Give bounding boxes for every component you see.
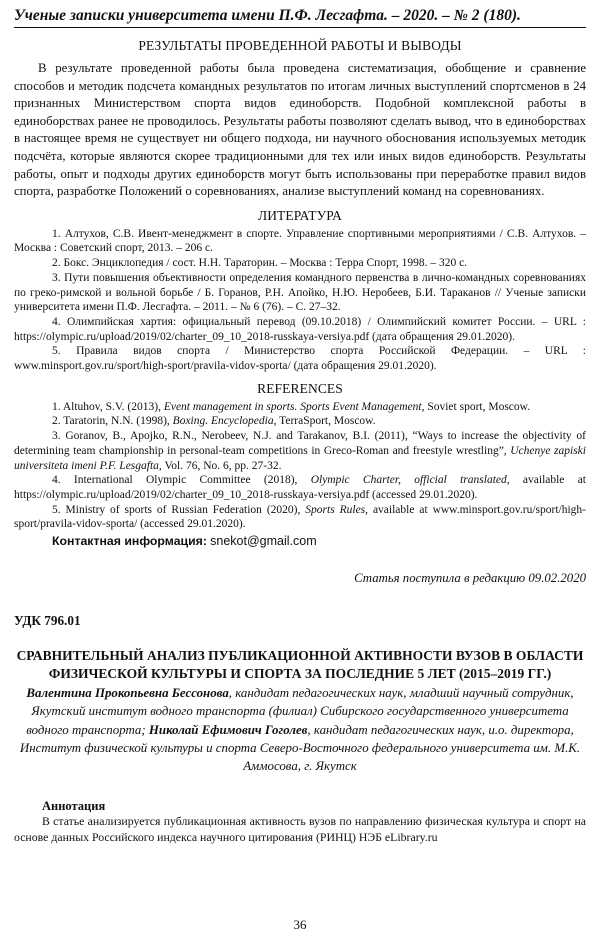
author-affiliation: , кандидат педагогических наук, и.о. директора, Институт физической культуры и спорта Северо-Восточного федерального университета им. М.К. Аммосова, г. Якутск — [19, 722, 581, 773]
annotation-text: В статье анализируется публикационная активность вузов по направлению физическая культура и спорт на основе данных Российского индекса научного цитирования (РИНЦ) НЭБ eLibrary.ru — [14, 814, 586, 844]
reference-item: 4. International Olympic Committee (2018), Olympic Charter, official translated, available at https://olympic.ru/upload/2019/02/charter_09_10_2018-russkaya-versiya.pdf (accessed 29.01.2020). — [14, 474, 586, 501]
literature-item: 4. Олимпийская хартия: официальный перевод (09.10.2018) / Олимпийский комитет России. – URL : https://olympic.ru/upload/2019/02/charter_09_10_2018-russkaya-versiya.pdf (дата обращения 29.01.2020). — [14, 315, 586, 343]
page-number: 36 — [293, 917, 307, 932]
references-heading: REFERENCES — [257, 380, 343, 396]
received-date: Статья поступила в редакцию 09.02.2020 — [354, 571, 586, 586]
authors-block — [14, 684, 586, 775]
literature-item: 2. Бокс. Энциклопедия / сост. Н.Н. Тараторин. – Москва : Терра Спорт, 1998. – 320 с. — [52, 257, 468, 270]
running-header: Ученые записки университета имени П.Ф. Лесгафта. – 2020. – № 2 (180). — [14, 7, 521, 24]
literature-item: 1. Алтухов, С.В. Ивент-менеджмент в спорте. Управление спортивными мероприятиями / С.В. Алтухов. – Москва : Советский спорт, 2013. – 206 с. — [14, 227, 586, 255]
reference-item: 1. Altuhov, S.V. (2013), Event management in sports. Sports Event Management, Soviet sport, Moscow. — [52, 400, 531, 413]
article-title: СРАВНИТЕЛЬНЫЙ АНАЛИЗ ПУБЛИКАЦИОННОЙ АКТИВНОСТИ ВУЗОВ В ОБЛАСТИ ФИЗИЧЕСКОЙ КУЛЬТУРЫ И СПОРТА ЗА ПОСЛЕДНИЕ 5 ЛЕТ (2015–2019 ГГ.) — [16, 648, 584, 681]
contact-label: Контактная информация: — [52, 534, 207, 549]
literature-heading: ЛИТЕРАТУРА — [257, 207, 343, 223]
results-heading: РЕЗУЛЬТАТЫ ПРОВЕДЕННОЙ РАБОТЫ И ВЫВОДЫ — [138, 38, 462, 53]
reference-item: 2. Taratorin, N.N. (1998), Boxing. Encyclopedia, TerraSport, Moscow. — [52, 415, 376, 428]
author-name: Николай Ефимович Гоголев — [148, 722, 308, 737]
reference-item: 3. Goranov, B., Apojko, R.N., Nerobeev, N.J. and Tarakanov, B.I. (2011), “Ways to increase the objectivity of determining team championship in personal-team competitions in Greco-Roman and freestyle wrestling”, Uchenye zapiski universiteta imeni P.F. Lesgafta, Vol. 76, No. 6, pp. 27-32. — [14, 430, 586, 472]
literature-list — [14, 227, 586, 374]
journal-page — [14, 6, 586, 943]
contact-email[interactable]: snekot@gmail.com — [210, 534, 317, 549]
literature-item: 3. Пути повышения объективности определения командного первенства в лично-командных соревнованиях по греко-римской и вольной борьбе / Б. Горанов, Р.Н. Апойко, Н.Ю. Неробеев, Б.И. Тараканов // Ученые записки университета имени П.Ф. Лесгафта. – 2011. – № 6 (76). – С. 27–32. — [14, 271, 586, 314]
results-paragraph: В результате проведенной работы была проведена систематизация, обобщение и сравнение способов и методик подсчета командных результатов по итогам личных выступлений спортсменов в 24 признанных Министерством спорта видов единоборств. Подобной комплексной работы в единоборствах ранее не проводилось. Результаты работы позволяют сделать вывод, что в единоборствах в настоящее время не существует ни общего подхода, ни научного обоснования используемых методик подсчёта, которые являются скорее традиционными для тех или иных видов единоборств. Результаты работы, опыт и подходы других единоборств могут быть использованы при переработке правил видов спорта, разработке Положений о соревнованиях, анализе выступлений команд на соревнованиях. — [14, 61, 586, 199]
reference-item: 5. Ministry of sports of Russian Federation (2020), Sports Rules, available at www.minsport.gov.ru/sport/high-sport/pravila-vidov-sporta/ (accessed 29.01.2020). — [14, 503, 586, 531]
references-list — [14, 400, 586, 532]
author-affiliation: , кандидат педагогических наук, младший научный сотрудник, Якутский институт водного транспорта (филиал) Сибирского государственного университета водного транспорта; — [26, 686, 574, 737]
contact-info — [14, 533, 586, 550]
annotation-heading: Аннотация — [42, 799, 106, 814]
udk-code: УДК 796.01 — [14, 613, 81, 629]
author-name: Валентина Прокопьевна Бессонова — [26, 686, 229, 701]
literature-item: 5. Правила видов спорта / Министерство спорта Российской Федерации. – URL : www.minsport.gov.ru/sport/high-sport/pravila-vidov-sporta/ (дата обращения 29.01.2020). — [14, 345, 586, 373]
header-divider — [14, 27, 586, 28]
